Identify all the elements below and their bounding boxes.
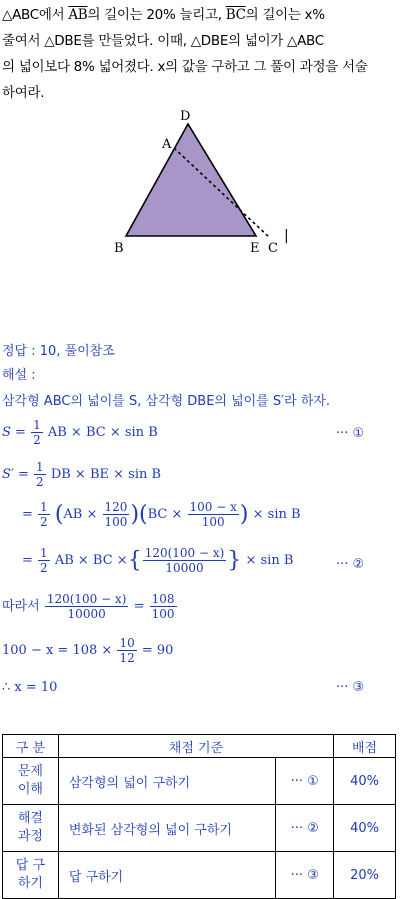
- fraction-half: $\frac{1}{2}$: [33, 418, 41, 447]
- table-row: [3, 805, 396, 852]
- explain-intro: 삼각형 ABC의 넓이를 S, 삼각형 DBE의 넓이를 S′라 하자.: [2, 394, 331, 409]
- header-score: 배점: [334, 735, 396, 758]
- fraction-100-x: $\frac{100 - x}{100}$: [189, 500, 237, 529]
- row-score: 40%: [334, 758, 396, 805]
- equation-1-mark: ··· ①: [336, 426, 365, 441]
- question-line-3: 의 넓이보다 8% 넓어졌다. x의 값을 구하고 그 풀이 과정을 서술: [2, 59, 368, 75]
- segment-ab: $\overline{AB}$: [68, 7, 88, 23]
- table-row: [3, 852, 396, 899]
- label-c: C: [268, 241, 278, 256]
- fraction-right: $\frac{108}{100}$: [151, 592, 175, 621]
- question-text: [2, 2, 398, 106]
- row-criterion: 변화된 삼각형의 넓이 구하기: [58, 805, 275, 852]
- row-mark: ··· ①: [276, 758, 334, 805]
- fraction-half: $\frac{1}{2}$: [36, 460, 44, 489]
- equation-6: 100 − x = 108 × $\frac{10}{12}$ = 90: [2, 636, 174, 665]
- row-mark: ··· ②: [276, 805, 334, 852]
- fraction-120-100: $\frac{120}{100}$: [104, 500, 128, 529]
- table-row: [3, 758, 396, 805]
- grading-table: [2, 734, 396, 899]
- answer-label: 정답 : 10, 풀이참조: [2, 344, 115, 359]
- label-e: E: [250, 241, 260, 256]
- fraction-half: $\frac{1}{2}$: [40, 500, 48, 529]
- grading-header-row: [3, 735, 396, 758]
- row-score: 20%: [334, 852, 396, 899]
- header-criterion: 채점 기준: [58, 735, 333, 758]
- equation-7-mark: ··· ③: [336, 680, 365, 695]
- segment-bc: $\overline{BC}$: [225, 7, 246, 23]
- label-d: D: [180, 109, 191, 124]
- equation-4: = $\frac{1}{2}$ AB × BC ×{ $\frac{120(100 - x)}{10000}$ } × sin B: [22, 546, 294, 575]
- fraction-half: $\frac{1}{2}$: [40, 546, 48, 575]
- row-criterion: 답 구하기: [58, 852, 275, 899]
- equation-1: S = $\frac{1}{2}$ AB × BC × sin B: [2, 418, 158, 447]
- question-line-4: 하여라.: [2, 85, 45, 101]
- text-cursor: |: [284, 228, 289, 244]
- triangle-dbe: [126, 124, 256, 236]
- row-category: 답 구 하기: [3, 852, 59, 899]
- fraction-120-100-x: $\frac{120(100 - x)}{10000}$: [144, 546, 225, 575]
- row-category: 문제 이해: [3, 758, 59, 805]
- row-category: 해결 과정: [3, 805, 59, 852]
- triangle-figure: [110, 108, 310, 260]
- equation-4-mark: ··· ②: [336, 557, 365, 572]
- fraction-left: $\frac{120(100 - x)}{10000}$: [46, 592, 127, 621]
- row-mark: ··· ③: [276, 852, 334, 899]
- question-line-1: △ABC에서 $\overline{AB}$의 길이는 20% 늘리고, $\overline{BC}$의 길이는 x%: [2, 7, 325, 23]
- question-line-2: 줄여서 △DBE를 만들었다. 이때, △DBE의 넓이가 △ABC: [2, 33, 324, 49]
- explain-label: 해설 :: [2, 368, 36, 383]
- header-category: 구 분: [3, 735, 59, 758]
- row-criterion: 삼각형의 넓이 구하기: [58, 758, 275, 805]
- label-b: B: [114, 241, 124, 256]
- equation-3: = $\frac{1}{2}$ (AB × $\frac{120}{100}$ )(BC × $\frac{100 - x}{100}$ ) × sin B: [22, 500, 301, 529]
- equation-7: ∴ x = 10: [2, 680, 58, 695]
- row-score: 40%: [334, 805, 396, 852]
- equation-5: 따라서 $\frac{120(100 - x)}{10000}$ = $\frac{108}{100}$: [2, 592, 175, 621]
- fraction-10-12: $\frac{10}{12}$: [119, 636, 135, 665]
- equation-2: S′ = $\frac{1}{2}$ DB × BE × sin B: [2, 460, 162, 489]
- label-a: A: [162, 137, 172, 152]
